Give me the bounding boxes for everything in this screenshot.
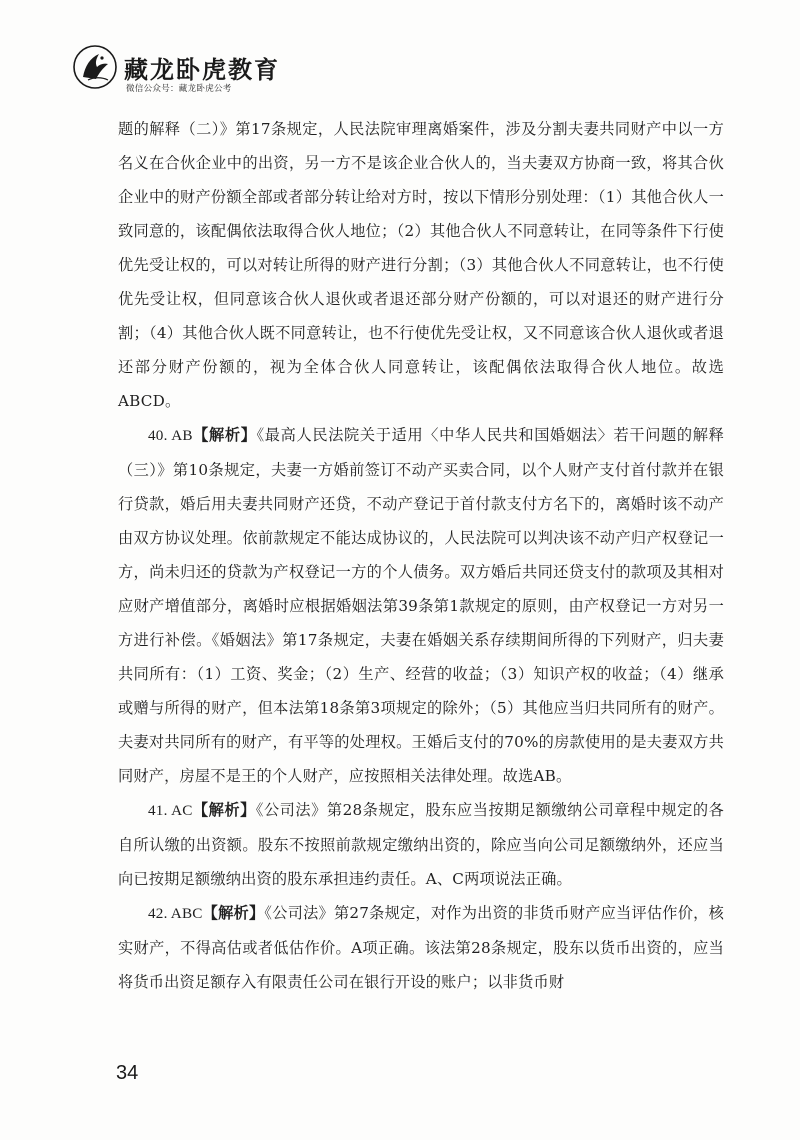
answer-paragraph-42 <box>118 896 724 999</box>
page-number: 34 <box>116 1062 139 1084</box>
question-number: 42. ABC <box>148 905 203 922</box>
paragraph-text: 《公司法》第28条规定，股东应当按期足额缴纳公司章程中规定的各自所认缴的出资额。股东不按照前款规定缴纳出资的，除应当向公司足额缴纳外，还应当向已按期足额缴纳出资的股东承担违约责任。A、C两项说法正确。 <box>118 801 724 888</box>
analysis-tag: 【解析】 <box>192 426 257 444</box>
page-header <box>72 44 372 104</box>
question-number: 40. AB <box>148 427 193 444</box>
brand-logo-icon <box>72 44 118 90</box>
answer-paragraph-41 <box>118 793 724 896</box>
analysis-tag: 【解析】 <box>202 904 265 922</box>
paragraph-text: 题的解释（二）》第17条规定，人民法院审理离婚案件，涉及分割夫妻共同财产中以一方名义在合伙企业中的出资，另一方不是该企业合伙人的，当夫妻双方协商一致，将其合伙企业中的财产份额全部或者部分转让给对方时，按以下情形分别处理：（1）其他合伙人一致同意的，该配偶依法取得合伙人地位；（2）其他合伙人不同意转让，在同等条件下行使优先受让权的，可以对转让所得的财产进行分割；（3）其他合伙人不同意转让，也不行使优先受让权，但同意该合伙人退伙或者退还部分财产份额的，可以对退还的财产进行分割；（4）其他合伙人既不同意转让，也不行使优先受让权，又不同意该合伙人退伙或者退还部分财产份额的，视为全体合伙人同意转让，该配偶依法取得合伙人地位。故选ABCD。 <box>118 120 724 410</box>
brand-name: 藏龙卧虎教育 <box>124 56 280 84</box>
paragraph-text: 《公司法》第27条规定，对作为出资的非货币财产应当评估作价，核实财产，不得高估或者低估作价。A项正确。该法第28条规定，股东以货币出资的，应当将货币出资足额存入有限责任公司在银行开设的账户；以非货币财 <box>118 904 724 991</box>
analysis-tag: 【解析】 <box>192 801 256 819</box>
answer-paragraph-40 <box>118 418 724 793</box>
main-content <box>118 112 724 999</box>
paragraph-continuation <box>118 112 724 418</box>
question-number: 41. AC <box>148 802 193 819</box>
paragraph-text: 《最高人民法院关于适用〈中华人民共和国婚姻法〉若干问题的解释（三）》第10条规定，夫妻一方婚前签订不动产买卖合同，以个人财产支付首付款并在银行贷款，婚后用夫妻共同财产还贷，不动产登记于首付款支付方名下的，离婚时该不动产由双方协议处理。依前款规定不能达成协议的，人民法院可以判决该不动产归产权登记一方，尚未归还的贷款为产权登记一方的个人债务。双方婚后共同还贷支付的款项及其相对应财产增值部分，离婚时应根据婚姻法第39条第1款规定的原则，由产权登记一方对另一方进行补偿。《婚姻法》第17条规定，夫妻在婚姻关系存续期间所得的下列财产，归夫妻共同所有：（1）工资、奖金；（2）生产、经营的收益；（3）知识产权的收益；（4）继承或赠与所得的财产，但本法第18条第3项规定的除外；（5）其他应当归共同所有的财产。夫妻对共同所有的财产，有平等的处理权。王婚后支付的70%的房款使用的是夫妻双方共同财产，房屋不是王的个人财产，应按照相关法律处理。故选AB。 <box>118 426 724 785</box>
brand-slogan: 微信公众号：藏龙卧虎公考 <box>126 84 232 94</box>
